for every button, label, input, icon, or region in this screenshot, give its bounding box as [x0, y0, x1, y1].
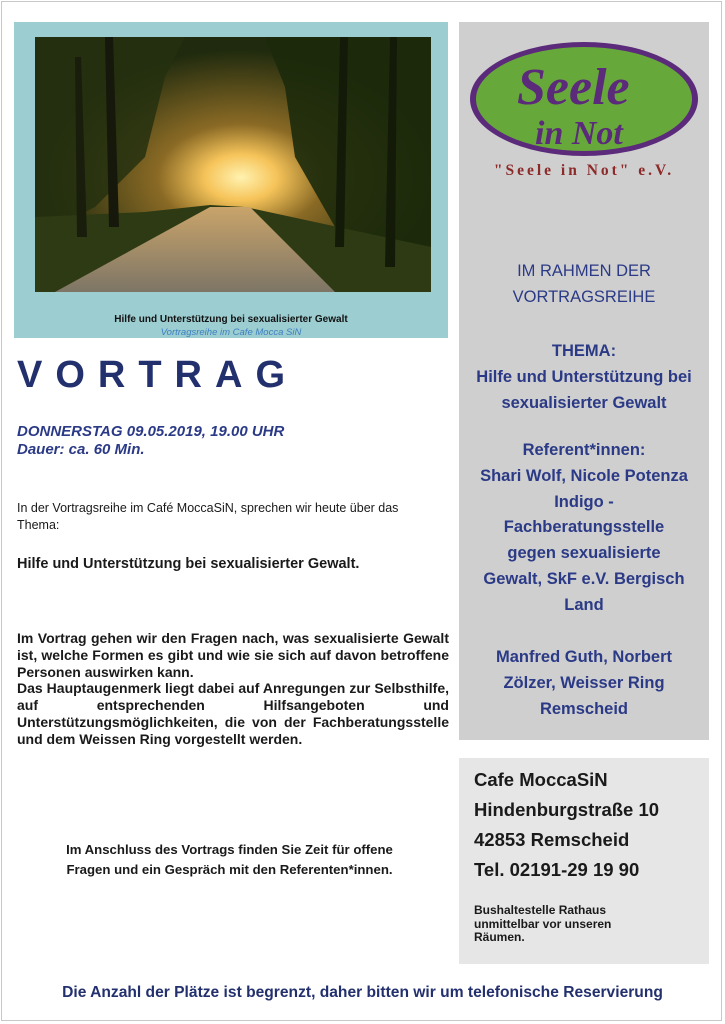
series-line: VORTRAGSREIHE: [512, 288, 656, 306]
street: Hindenburgstraße 10: [474, 799, 660, 820]
speaker-line: Remscheid: [539, 700, 629, 718]
speaker-line: Gewalt, SkF e.V. Bergisch: [483, 569, 685, 588]
description: [17, 630, 449, 748]
speakers-block-2: [459, 644, 709, 722]
page-title: VORTRAG: [17, 354, 298, 396]
topic-heading: Hilfe und Unterstützung bei sexualisierter Gewalt.: [17, 556, 360, 572]
date-line: DONNERSTAG 09.05.2019, 19.00 UHR: [17, 423, 285, 440]
series-heading: [459, 258, 709, 310]
theme-line: sexualisierter Gewalt: [501, 394, 667, 412]
forest-path-photo: [35, 37, 431, 292]
logo-word-in-not: in Not: [535, 115, 623, 152]
org-name: "Seele in Not" e.V.: [493, 162, 675, 179]
bus-line: Bushaltestelle Rathaus: [474, 903, 607, 917]
series-line: IM RAHMEN DER: [517, 262, 651, 280]
speakers-block: [459, 438, 709, 619]
city: 42853 Remscheid: [474, 829, 630, 850]
duration-line: Dauer: ca. 60 Min.: [17, 441, 145, 458]
speakers-heading: Referent*innen:: [522, 441, 646, 459]
reservation-footer: Die Anzahl der Plätze ist begrenzt, daher bitten wir um telefonische Reservierung: [62, 984, 663, 1001]
closing-note: [17, 840, 442, 880]
phone-number: Tel. 02191-29 19 90: [474, 859, 640, 880]
speaker-line: Zölzer, Weisser Ring: [503, 674, 665, 692]
description-paragraph: Das Hauptaugenmerk liegt dabei auf Anregungen zur Selbsthilfe, auf entsprechenden Hilfsangeboten und Unterstützungsmöglichkeiten, die von der Fachberatungsstelle und dem Weissen Ring vorgestellt werden.: [17, 680, 449, 747]
speaker-line: Indigo -: [554, 492, 614, 511]
bus-line: Räumen.: [474, 930, 525, 944]
speaker-line: Manfred Guth, Norbert: [496, 648, 672, 666]
theme-heading: THEMA:: [551, 342, 617, 360]
seele-in-not-logo: [467, 36, 701, 158]
bus-stop-note: [474, 904, 694, 945]
photo-panel: [14, 22, 448, 338]
photo-caption: Hilfe und Unterstützung bei sexualisierter Gewalt: [114, 314, 348, 325]
address-box: [459, 758, 709, 964]
speaker-line: gegen sexualisierte: [507, 544, 661, 563]
photo-subcaption: Vortragsreihe im Cafe Mocca SiN: [160, 327, 302, 338]
description-paragraph: Im Vortrag gehen wir den Fragen nach, was sexualisierte Gewalt ist, welche Formen es gibt und wie sie sich auf davon betroffene Personen auswirken kann.: [17, 630, 449, 680]
closing-line: Fragen und ein Gespräch mit den Referenten*innen.: [66, 862, 393, 877]
speaker-line: Shari Wolf, Nicole Potenza: [480, 466, 688, 485]
logo-word-seele: Seele: [517, 59, 630, 116]
theme-block: [459, 338, 709, 416]
speaker-line: Land: [564, 595, 604, 614]
theme-line: Hilfe und Unterstützung bei: [476, 368, 692, 386]
closing-line: Im Anschluss des Vortrags finden Sie Zeit für offene: [66, 842, 393, 857]
event-datetime: [17, 423, 284, 459]
bus-line: unmittelbar vor unseren: [474, 916, 612, 931]
intro-text: In der Vortragsreihe im Café MoccaSiN, sprechen wir heute über das Thema:: [17, 501, 399, 532]
speaker-line: Fachberatungsstelle: [503, 518, 665, 537]
venue-name: Cafe MoccaSiN: [474, 769, 608, 790]
info-sidebar: [459, 22, 709, 740]
address: [474, 765, 704, 885]
